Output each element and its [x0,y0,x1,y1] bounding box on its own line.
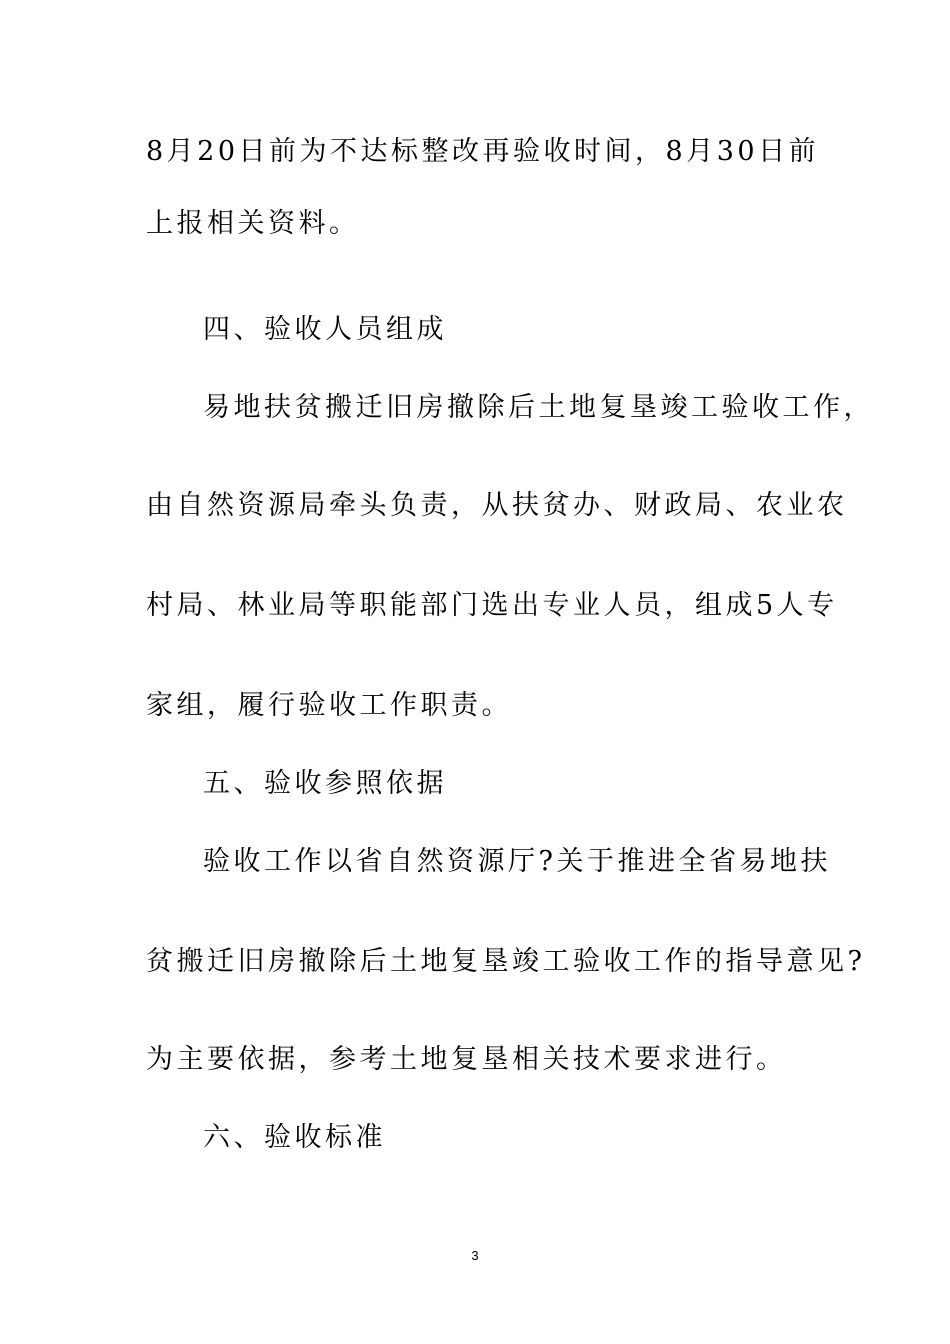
paragraph-line: 贫搬迁旧房撤除后土地复垦竣工验收工作的指导意见? [146,946,866,977]
paragraph-line: 上报相关资料。 [146,208,360,239]
paragraph-line: 村局、林业局等职能部门选出专业人员，组成5人专 [146,590,838,621]
section-heading: 五、验收参照依据 [203,768,447,799]
page-number: 3 [471,1248,479,1263]
paragraph-line: 8月20日前为不达标整改再验收时间，8月30日前 [146,136,820,167]
section-heading: 四、验收人员组成 [203,314,447,345]
paragraph-line: 验收工作以省自然资源厅?关于推进全省易地扶 [203,846,831,877]
paragraph-line: 为主要依据，参考土地复垦相关技术要求进行。 [146,1044,787,1075]
paragraph-line: 由自然资源局牵头负责，从扶贫办、财政局、农业农 [146,490,848,521]
section-heading: 六、验收标准 [203,1122,386,1153]
paragraph-line: 易地扶贫搬迁旧房撤除后土地复垦竣工验收工作， [203,392,874,423]
paragraph-line: 家组，履行验收工作职责。 [146,690,512,721]
